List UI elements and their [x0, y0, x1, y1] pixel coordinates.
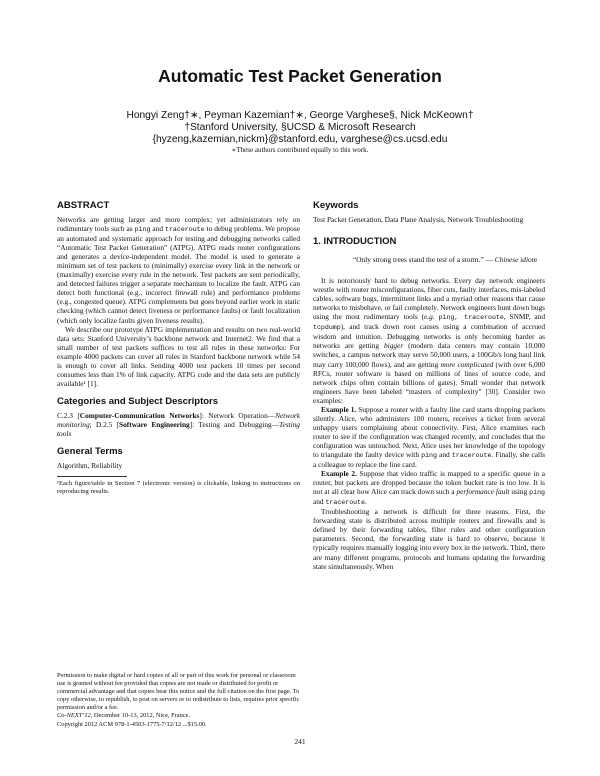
- categories-heading: Categories and Subject Descriptors: [57, 395, 219, 407]
- right-column: [313, 200, 545, 571]
- epigraph: “Only strong trees stand the test of a storm.” — Chinese idiom: [353, 255, 537, 265]
- copyright-line: Copyright 2012 ACM 978-1-4503-1775-7/12/12 ...$15.00.: [57, 720, 207, 728]
- abstract-heading: ABSTRACT: [57, 200, 110, 211]
- author-affiliations: †Stanford University, §UCSD & Microsoft Research: [184, 122, 416, 133]
- author-emails: {hyzeng,kazemian,nickm}@stanford.edu, varghese@cs.ucsd.edu: [152, 134, 448, 145]
- keywords-heading: Keywords: [313, 200, 359, 211]
- footnote: ¹Each figure/table in Section 7 (electronic version) is clickable, linking to instructions on reproducing results.: [57, 480, 300, 496]
- example-2: Example 2. Suppose that video traffic is mapped to a specific queue in a router, but packets are dropped because the token bucket rate is too low. It is not at all clear how Alice can track down such a performance fault using ping and traceroute.: [313, 469, 545, 507]
- copyright-venue: Co-NEXT’12, December 10-13, 2012, Nice, France.: [57, 712, 191, 720]
- intro-paragraph-1: It is notoriously hard to debug networks. Every day network engineers wrestle with router misconfigurations, fiber cuts, faulty interfaces, mis-labeled cables, software bugs, intermittent links and a myriad other reasons that cause networks to misbehave, or fail completely. Network engineers hunt down bugs using the most rudimentary tools (e.g. ping, traceroute, SNMP, and tcpdump), and track down root causes using a combination of accrued wisdom and intuition. Debugging networks is only becoming harder as networks are getting bigger (modern data centers may contain 10,000 switches, a campus network may serve 50,000 users, a 100Gb/s long haul link may carry 100,000 flows), and are getting more complicated (with over 6,000 RFCs, router software is based on millions of lines of source code, and network chips often contain billions of gates). Small wonder that network engineers have been labeled “masters of complexity” [30]. Consider two examples:: [313, 276, 546, 405]
- abstract-paragraph-2: We describe our prototype ATPG implementation and results on two real-world data sets: Stanford University’s backbone network and Internet2. We find that a small number of test packets suffices to test all rules in these networks: For example 4000 packets can cover all rules in Stanford backbone network while 54 is enough to cover all links. Sending 4000 test packets 10 times per second consumes less than 1% of link capacity. ATPG code and the data sets are publicly available¹ [1].: [57, 324, 300, 388]
- general-terms-text: Algorithm, Reliability: [57, 461, 123, 471]
- author-block: [0, 110, 600, 155]
- copyright-permission: Permission to make digital or hard copies of all or part of this work for personal or classroom use is granted without fee provided that copies are not made or distributed for profit or commercial advantage and that copies bear this notice and the full citation on the first page. To copy otherwise, to republish, to post on servers or to redistribute to lists, requires prior specific permission and/or a fee.: [57, 672, 300, 712]
- abstract-paragraph-1: Networks are getting larger and more complex; yet administrators rely on rudimentary tools such as ping and traceroute to debug problems. We propose an automated and systematic approach for testing and debugging networks called “Automatic Test Packet Generation” (ATPG). ATPG reads router configurations and generates a device-independent model. The model is used to generate a minimum set of test packets to (minimally) exercise every link in the network or (maximally) exercise every rule in the network. Test packets are sent periodically, and detected failures trigger a separate mechanism to localize the fault. ATPG can detect both functional (e.g., incorrect firewall rule) and performance problems (e.g., congested queue). ATPG complements but goes beyond earlier work in static checking (which cannot detect liveness or performance faults) or fault localization (which only localize faults given liveness results).: [57, 215, 300, 325]
- intro-paragraph-3: Troubleshooting a network is difficult for three reasons. First, the forwarding state is distributed across multiple routers and firewalls and is defined by their forwarding tables, filter rules and other configuration parameters. Second, the forwarding state is hard to observe, because it typically requires manually logging into every box in the network. Third, there are many different programs, protocols and humans updating the forwarding state simultaneously. When: [313, 507, 545, 571]
- example-1: Example 1. Suppose a router with a faulty line card starts dropping packets silently. Alice, who administers 100 routers, receives a ticket from several unhappy users complaining about connectivity. First, Alice examines each router to see if the configuration was changed recently, and concludes that the configuration was untouched. Next, Alice uses her knowledge of the topology to triangulate the faulty device with ping and traceroute. Finally, she calls a colleague to replace the line card.: [313, 404, 545, 470]
- categories-text: C.2.3 [Computer-Communication Networks]: Network Operation—Network monitoring; D.2.5 [Software Engineering]: Testing and Debugging—Testing tools: [57, 410, 300, 438]
- footnote-rule: [57, 476, 127, 477]
- keywords-text: Test Packet Generation, Data Plane Analysis, Network Troubleshooting: [313, 215, 524, 224]
- author-note: ∗These authors contributed equally to this work.: [231, 146, 369, 154]
- introduction-heading: 1. INTRODUCTION: [313, 236, 397, 248]
- left-column: [57, 200, 300, 496]
- page-number: 241: [294, 737, 306, 746]
- general-terms-heading: General Terms: [57, 446, 123, 458]
- author-names: Hongyi Zeng†∗, Peyman Kazemian†∗, George Varghese§, Nick McKeown†: [126, 110, 474, 121]
- copyright-notice: [57, 672, 300, 729]
- paper-title: Automatic Test Packet Generation: [158, 66, 442, 86]
